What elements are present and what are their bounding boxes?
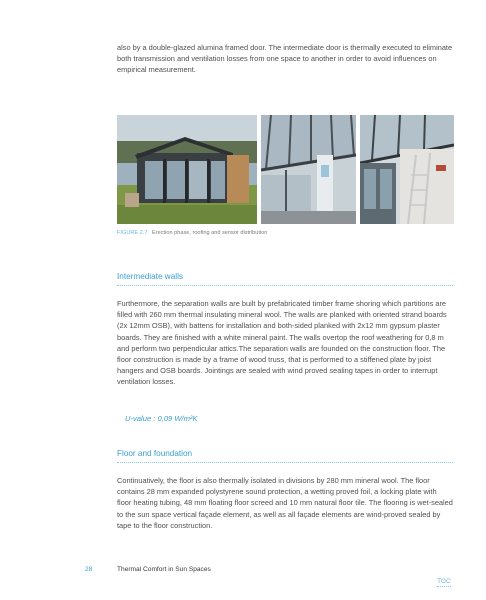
walls-paragraph: Furthermore, the separation walls are built by prefabricated timber frame shoring which partitions are filled with 260 mm thermal insulating mineral wool. The walls are planked with oriented strand boards (2x 12mm OSB), with battens for installation and both-sided planked with 2x12 mm gypsum plaster boards. They are finished with a white mineral paint. The walls overtop the roof weathering for 0,8 m and perform two perpendicular attics.The separation walls are founded on the construction floor. The floor construction is made by a frame of wood truss, that is performed to a stiffened plate by joist hangers and OSB boards. Jointings are sealed with wind proved sealing tapes in order to interrupt ventilation losses.	[117, 299, 447, 387]
intro-paragraph: also by a double-glazed alumina framed door. The intermediate door is thermally executed to eliminate both transmission and ventilation losses from one space to another in order to avoid influences on empirical measurement.	[117, 43, 453, 75]
photo-roofing	[261, 115, 356, 224]
photo-sensor-distribution	[360, 115, 454, 224]
figure-label: FIGURE 2.7	[117, 230, 148, 236]
u-value: U-value : 0,09 W/m²K	[125, 414, 198, 423]
floor-paragraph: Continuatively, the floor is also thermally isolated in divisions by 280 mm mineral wool. The floor contains 28 mm expanded polystyrene sound protection, a wetting proved foil, a locking plate with floor heating tubing, 48 mm floating floor screed and 10 mm natural floor tile. The flooring is wet-sealed to the sun space vertical façade element, as well as all façade elements are wind-proved sealed by tape to the floor construction.	[117, 476, 453, 530]
running-title: Thermal Comfort in Sun Spaces	[117, 566, 211, 573]
heading-intermediate-walls: Intermediate walls	[117, 271, 453, 286]
page-number: 28	[85, 566, 93, 573]
photo-erection-phase	[117, 115, 257, 224]
heading-floor-foundation: Floor and foundation	[117, 448, 453, 463]
toc-link[interactable]: TOC	[437, 578, 451, 585]
figure-caption-text: Erection phase, roofing and sensor distribution	[152, 230, 268, 236]
figure-caption	[117, 229, 453, 237]
